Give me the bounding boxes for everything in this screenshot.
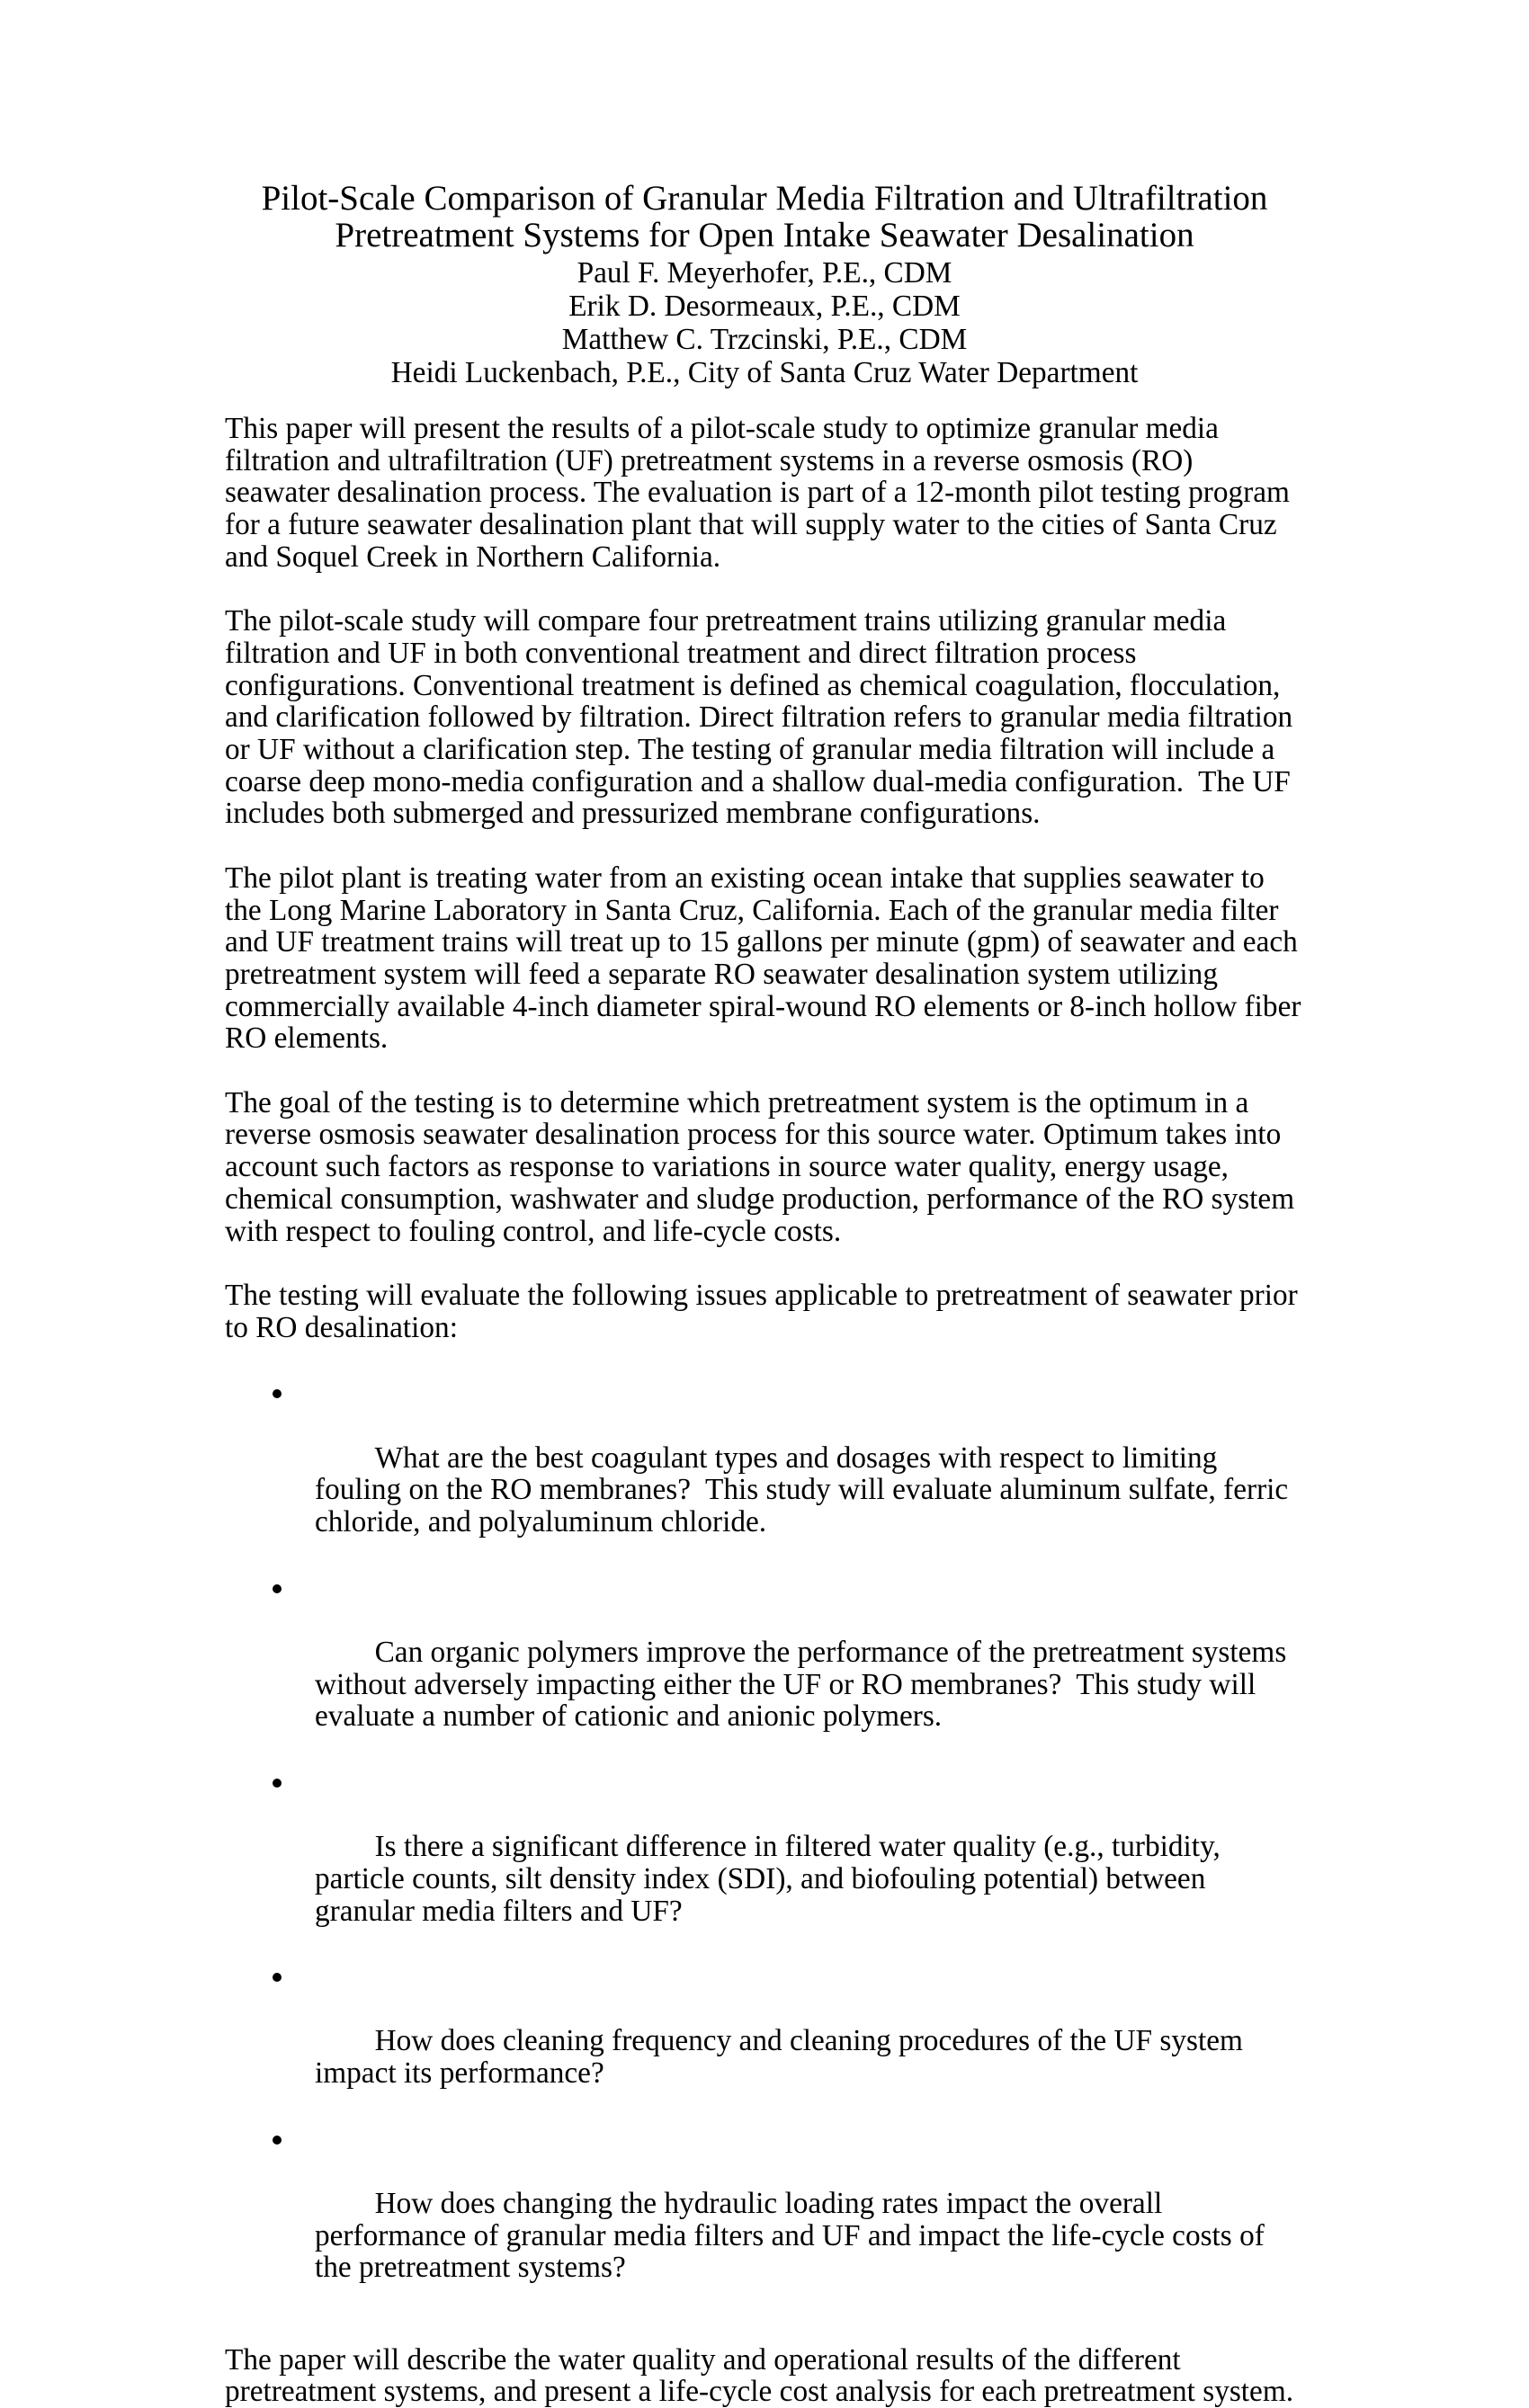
abstract-paragraph-1: This paper will present the results of a pilot-scale study to optimize granular media filtration and ultrafiltration (UF) pretreatment systems in a reverse osmosis (RO) seawater desalination process. The evaluation is part of a 12-month pilot testing program for a future seawater desalination plant that will supply water to the cities of Santa Cruz and Soquel Creek in Northern California. bbox=[225, 412, 1298, 574]
issues-bullet-list bbox=[225, 1378, 1304, 2315]
author-line-1: Paul F. Meyerhofer, P.E., CDM bbox=[577, 256, 952, 290]
bullet-text-4: How does cleaning frequency and cleaning procedures of the UF system impact its performance? bbox=[315, 2024, 1251, 2091]
author-line-2: Erik D. Desormeaux, P.E., CDM bbox=[568, 290, 961, 323]
bullet-icon bbox=[273, 2136, 282, 2145]
bullet-item-5 bbox=[225, 2124, 1304, 2316]
page-content bbox=[225, 179, 1309, 2408]
bullet-icon bbox=[273, 1779, 282, 1788]
paper-title-line-1: Pilot-Scale Comparison of Granular Media Filtration and Ultrafiltration bbox=[261, 179, 1268, 218]
bullet-icon bbox=[273, 1389, 282, 1398]
abstract-paragraph-2: The pilot-scale study will compare four pretreatment trains utilizing granular media filtration and UF in both conventional treatment and direct filtration process configurations. Conventional treatment is defined as chemical coagulation, flocculation, and clarification followed by filtration. Direct filtration refers to granular media filtration or UF without a clarification step. The testing of granular media filtration will include a coarse deep mono-media configuration and a shallow dual-media configuration. The UF includes both submerged and pressurized membrane configurations. bbox=[225, 604, 1301, 831]
abstract-paragraph-3: The pilot plant is treating water from an existing ocean intake that supplies seawater to the Long Marine Laboratory in Santa Cruz, California. Each of the granular media filter and UF treatment trains will treat up to 15 gallons per minute (gpm) of seawater and each pretreatment system will feed a separate RO seawater desalination system utilizing commercially available 4-inch diameter spiral-wound RO elements or 8-inch hollow fiber RO elements. bbox=[225, 861, 1309, 1056]
abstract-paragraph-5: The testing will evaluate the following issues applicable to pretreatment of seawater prior to RO desalination: bbox=[225, 1278, 1306, 1344]
bullet-icon bbox=[273, 1584, 282, 1593]
bullet-text-5: How does changing the hydraulic loading rates impact the overall performance of granular media filters and UF and impact the life-cycle costs of the pretreatment systems? bbox=[315, 2186, 1273, 2285]
paper-title bbox=[225, 180, 1304, 254]
paper-title-line-2: Pretreatment Systems for Open Intake Seawater Desalination bbox=[335, 216, 1194, 254]
author-line-3: Matthew C. Trzcinski, P.E., CDM bbox=[561, 323, 968, 356]
author-block bbox=[225, 256, 1304, 389]
bullet-icon bbox=[273, 1973, 282, 1982]
bullet-item-3 bbox=[225, 1767, 1304, 1959]
bullet-text-2: Can organic polymers improve the performance of the pretreatment systems without adversely impacting either the UF or RO membranes? This study will evaluate a number of cationic and anionic polymers. bbox=[315, 1635, 1294, 1734]
author-line-4: Heidi Luckenbach, P.E., City of Santa Cruz Water Department bbox=[390, 356, 1139, 389]
bullet-item-1 bbox=[225, 1378, 1304, 1570]
bullet-text-3: Is there a significant difference in filtered water quality (e.g., turbidity, particle counts, silt density index (SDI), and biofouling potential) between granular media filters and UF? bbox=[315, 1830, 1229, 1928]
closing-paragraph: The paper will describe the water quality and operational results of the different pretreatment systems, and present a life-cycle cost analysis for each pretreatment system. bbox=[225, 2342, 1294, 2408]
abstract-paragraph-4: The goal of the testing is to determine which pretreatment system is the optimum in a reverse osmosis seawater desalination process for this source water. Optimum takes into account such factors as response to variations in source water quality, energy usage, chemical consumption, washwater and sludge production, performance of the RO system with respect to fouling control, and life-cycle costs. bbox=[225, 1085, 1302, 1248]
bullet-item-4 bbox=[225, 1961, 1304, 2122]
bullet-text-1: What are the best coagulant types and dosages with respect to limiting fouling on the RO membranes? This study will evaluate aluminum sulfate, ferric chloride, and polyaluminum chloride. bbox=[315, 1440, 1296, 1539]
bullet-item-2 bbox=[225, 1573, 1304, 1765]
